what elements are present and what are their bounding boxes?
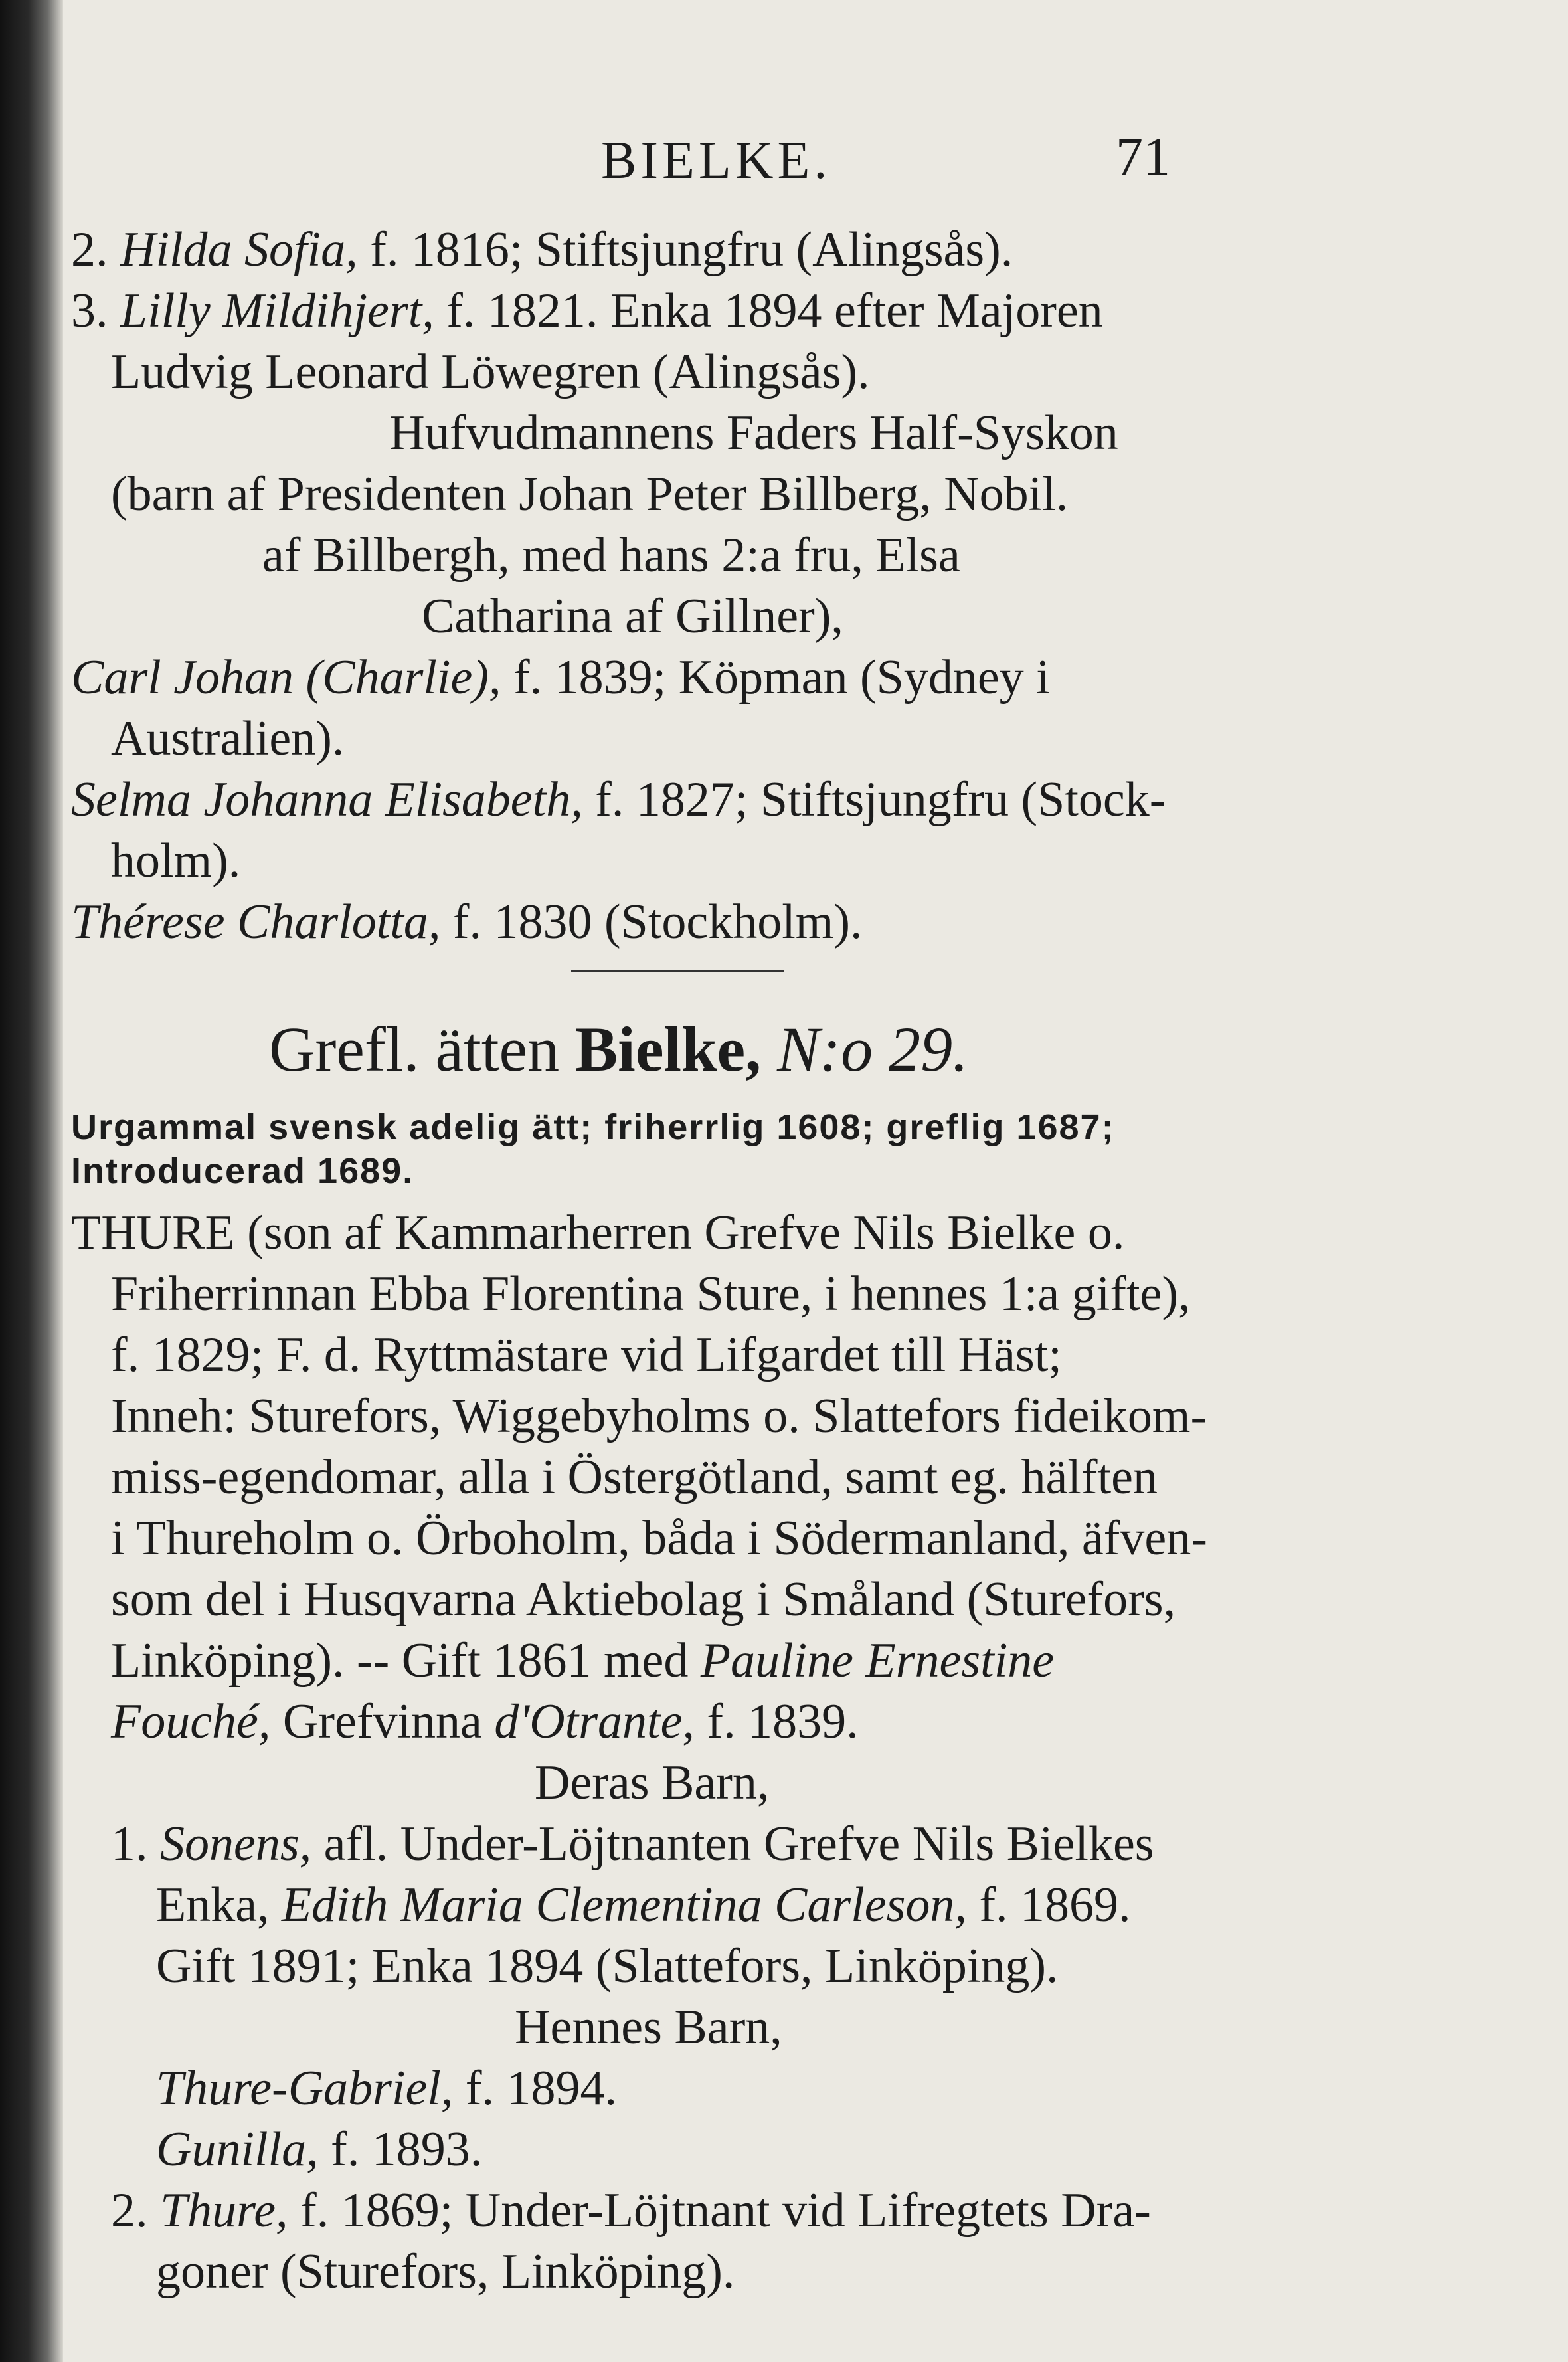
family-note: Urgammal svensk adelig ätt; friherrlig 1608; greflig 1687; [71,1107,1115,1147]
section-heading: Hufvudmannens Faders Half-Syskon [389,406,1118,460]
entry-selma: Selma Johanna Elisabeth, f. 1827; Stiftsjungfru (Stock- [71,772,1166,827]
text-line: f. 1829; F. d. Ryttmästare vid Lifgardet till Häst; [111,1328,1062,1382]
text-line: THURE (son af Kammarherren Grefve Nils Bielke o. [71,1206,1125,1260]
subheading: Hennes Barn, [515,2000,782,2054]
text-line: (barn af Presidenten Johan Peter Billberg, Nobil. [111,467,1069,521]
text-line: Inneh: Sturefors, Wiggebyholms o. Slattefors fideikom- [111,1389,1207,1443]
page-number: 71 [1116,126,1170,187]
section-divider [571,970,784,972]
text-line: Fouché, Grefvinna d'Otrante, f. 1839. [111,1694,859,1749]
entry-carl-johan: Carl Johan (Charlie), f. 1839; Köpman (Sydney i [71,650,1050,705]
text-line: Friherrinnan Ebba Florentina Sture, i hennes 1:a gifte), [111,1267,1191,1321]
entry-hilda: 2. Hilda Sofia, f. 1816; Stiftsjungfru (Alingsås). [71,223,1013,277]
text-line: Australien). [111,711,345,766]
text-line: Ludvig Leonard Löwegren (Alingsås). [111,345,870,399]
section-title: Grefl. ätten Bielke, N:o 29. [269,1014,969,1085]
child-entry: 2. Thure, f. 1869; Under-Löjtnant vid Lifregtets Dra- [111,2183,1151,2238]
text-line: Linköping). -- Gift 1861 med Pauline Ernestine [111,1633,1055,1688]
subheading: Deras Barn, [535,1756,770,1810]
running-head: BIELKE. [601,132,831,190]
text-line: af Billbergh, med hans 2:a fru, Elsa [262,528,960,583]
entry-therese: Thérese Charlotta, f. 1830 (Stockholm). [71,895,863,949]
child-entry: 1. Sonens, afl. Under-Löjtnanten Grefve Nils Bielkes [111,1817,1154,1871]
entry-lilly: 3. Lilly Mildihjert, f. 1821. Enka 1894 efter Majoren [71,284,1103,338]
text-line: Gift 1891; Enka 1894 (Slattefors, Linköping). [156,1939,1059,1993]
grandchild-entry: Gunilla, f. 1893. [156,2122,483,2177]
text-line: i Thureholm o. Örboholm, båda i Södermanland, äfven- [111,1511,1207,1566]
text-line: Enka, Edith Maria Clementina Carleson, f. 1869. [156,1878,1131,1932]
text-line: Catharina af Gillner), [422,589,843,644]
text-line: goner (Sturefors, Linköping). [156,2244,735,2299]
text-line: holm). [111,834,241,888]
book-binding-shadow [0,0,63,2362]
text-line: som del i Husqvarna Aktiebolag i Småland (Sturefors, [111,1572,1176,1627]
family-note: Introducerad 1689. [71,1151,414,1191]
grandchild-entry: Thure-Gabriel, f. 1894. [156,2061,618,2116]
book-page [63,0,1568,2362]
text-line: miss-egendomar, alla i Östergötland, samt eg. hälften [111,1450,1158,1504]
